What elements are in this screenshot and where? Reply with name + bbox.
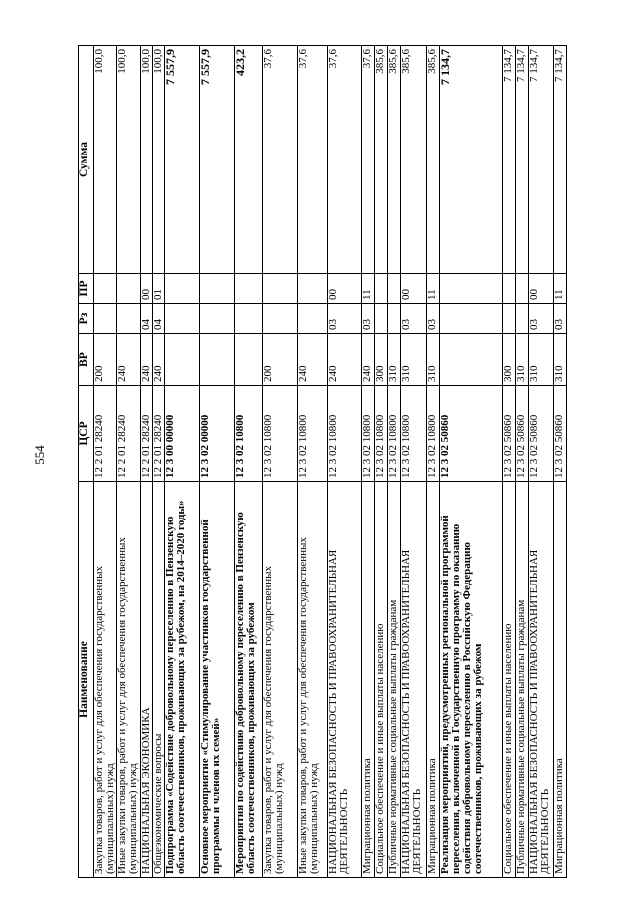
cell-vr: 310 bbox=[427, 334, 440, 386]
cell-csr: 12 3 02 10800 bbox=[401, 386, 427, 482]
cell-rz: 03 bbox=[427, 304, 440, 334]
header-csr: ЦСР bbox=[79, 386, 94, 482]
cell-vr bbox=[440, 334, 503, 386]
cell-vr: 200 bbox=[94, 334, 117, 386]
cell-name: Миграционная политика bbox=[427, 482, 440, 878]
cell-pr bbox=[235, 274, 263, 304]
cell-rz bbox=[200, 304, 235, 334]
cell-sum: 37,6 bbox=[362, 46, 375, 274]
cell-name: Миграционная политика bbox=[362, 482, 375, 878]
cell-vr: 310 bbox=[529, 334, 554, 386]
cell-rz: 04 bbox=[141, 304, 153, 334]
cell-csr: 12 3 02 10800 bbox=[362, 386, 375, 482]
table-row bbox=[263, 46, 298, 878]
cell-csr: 12 3 00 00000 bbox=[165, 386, 200, 482]
cell-name: Иные закупки товаров, работ и услуг для обеспечения государственных (муниципальных) нужд bbox=[117, 482, 141, 878]
cell-sum: 100,0 bbox=[141, 46, 153, 274]
cell-rz: 03 bbox=[529, 304, 554, 334]
cell-csr: 12 3 02 10800 bbox=[235, 386, 263, 482]
table-row bbox=[516, 46, 529, 878]
cell-pr: 00 bbox=[141, 274, 153, 304]
cell-pr: 00 bbox=[328, 274, 362, 304]
cell-sum: 423,2 bbox=[235, 46, 263, 274]
table-row bbox=[117, 46, 141, 878]
cell-rz bbox=[235, 304, 263, 334]
cell-name: Публичные нормативные социальные выплаты гражданам bbox=[388, 482, 401, 878]
cell-sum: 100,0 bbox=[153, 46, 165, 274]
cell-vr: 240 bbox=[141, 334, 153, 386]
table-row bbox=[94, 46, 117, 878]
cell-vr: 240 bbox=[328, 334, 362, 386]
header-vr: ВР bbox=[79, 334, 94, 386]
cell-pr bbox=[94, 274, 117, 304]
header-name: Наименование bbox=[79, 482, 94, 878]
table-row bbox=[362, 46, 375, 878]
cell-pr: 11 bbox=[427, 274, 440, 304]
cell-rz bbox=[94, 304, 117, 334]
cell-sum: 7 557,9 bbox=[200, 46, 235, 274]
cell-pr bbox=[388, 274, 401, 304]
cell-name: Реализация мероприятий, предусмотренных региональной программой переселения, включенной в Государственную программу по оказанию содействия добровольному переселению в Российскую Федерацию соотечественников, проживающих за рубежом bbox=[440, 482, 503, 878]
cell-csr: 12 3 02 10800 bbox=[427, 386, 440, 482]
cell-sum: 7 134,7 bbox=[554, 46, 567, 274]
cell-name: Основное мероприятие «Стимулирование участников государственной программы и членов их семей» bbox=[200, 482, 235, 878]
cell-pr: 00 bbox=[529, 274, 554, 304]
cell-csr: 12 2 01 28240 bbox=[141, 386, 153, 482]
table-row bbox=[165, 46, 200, 878]
table-body bbox=[94, 46, 567, 878]
cell-pr bbox=[200, 274, 235, 304]
cell-csr: 12 3 02 00000 bbox=[200, 386, 235, 482]
table-row bbox=[503, 46, 516, 878]
cell-csr: 12 3 02 50860 bbox=[516, 386, 529, 482]
cell-pr: 11 bbox=[362, 274, 375, 304]
cell-rz bbox=[263, 304, 298, 334]
table-row bbox=[375, 46, 388, 878]
cell-pr bbox=[503, 274, 516, 304]
cell-sum: 100,0 bbox=[117, 46, 141, 274]
cell-vr: 310 bbox=[554, 334, 567, 386]
cell-csr: 12 3 02 50860 bbox=[554, 386, 567, 482]
table-row bbox=[529, 46, 554, 878]
cell-name: НАЦИОНАЛЬНАЯ БЕЗОПАСНОСТЬ И ПРАВООХРАНИТЕЛЬНАЯ ДЕЯТЕЛЬНОСТЬ bbox=[529, 482, 554, 878]
cell-csr: 12 3 02 10800 bbox=[263, 386, 298, 482]
cell-sum: 385,6 bbox=[427, 46, 440, 274]
cell-name: НАЦИОНАЛЬНАЯ БЕЗОПАСНОСТЬ И ПРАВООХРАНИТЕЛЬНАЯ ДЕЯТЕЛЬНОСТЬ bbox=[401, 482, 427, 878]
cell-csr: 12 2 01 28240 bbox=[94, 386, 117, 482]
cell-rz bbox=[165, 304, 200, 334]
table-row bbox=[440, 46, 503, 878]
cell-vr: 240 bbox=[362, 334, 375, 386]
cell-csr: 12 3 02 50860 bbox=[440, 386, 503, 482]
table-header-row bbox=[79, 46, 94, 878]
cell-sum: 7 134,7 bbox=[503, 46, 516, 274]
cell-sum: 7 557,9 bbox=[165, 46, 200, 274]
cell-rz bbox=[117, 304, 141, 334]
cell-sum: 37,6 bbox=[328, 46, 362, 274]
cell-name: НАЦИОНАЛЬНАЯ БЕЗОПАСНОСТЬ И ПРАВООХРАНИТЕЛЬНАЯ ДЕЯТЕЛЬНОСТЬ bbox=[328, 482, 362, 878]
table-row bbox=[153, 46, 165, 878]
table-row bbox=[200, 46, 235, 878]
cell-rz bbox=[440, 304, 503, 334]
cell-name: Социальное обеспечение и иные выплаты населению bbox=[375, 482, 388, 878]
cell-csr: 12 2 01 28240 bbox=[117, 386, 141, 482]
budget-table bbox=[78, 45, 567, 878]
cell-pr bbox=[263, 274, 298, 304]
cell-sum: 385,6 bbox=[388, 46, 401, 274]
cell-sum: 7 134,7 bbox=[529, 46, 554, 274]
cell-csr: 12 3 02 10800 bbox=[298, 386, 328, 482]
cell-name: Публичные нормативные социальные выплаты гражданам bbox=[516, 482, 529, 878]
table-row bbox=[141, 46, 153, 878]
cell-pr: 11 bbox=[554, 274, 567, 304]
cell-vr: 310 bbox=[401, 334, 427, 386]
cell-sum: 7 134,7 bbox=[440, 46, 503, 274]
cell-name: Миграционная политика bbox=[554, 482, 567, 878]
cell-vr bbox=[235, 334, 263, 386]
cell-pr: 01 bbox=[153, 274, 165, 304]
cell-pr: 00 bbox=[401, 274, 427, 304]
cell-rz bbox=[503, 304, 516, 334]
cell-name: Социальное обеспечение и иные выплаты населению bbox=[503, 482, 516, 878]
cell-rz: 04 bbox=[153, 304, 165, 334]
table-row bbox=[427, 46, 440, 878]
table-row bbox=[298, 46, 328, 878]
cell-name: Мероприятия по содействию добровольному переселению в Пензенскую область соотечественников, проживающих за рубежом bbox=[235, 482, 263, 878]
cell-rz bbox=[375, 304, 388, 334]
table-row bbox=[388, 46, 401, 878]
cell-rz: 03 bbox=[401, 304, 427, 334]
cell-csr: 12 3 02 10800 bbox=[328, 386, 362, 482]
cell-pr bbox=[375, 274, 388, 304]
cell-vr bbox=[165, 334, 200, 386]
cell-pr bbox=[440, 274, 503, 304]
cell-vr: 310 bbox=[388, 334, 401, 386]
cell-sum: 385,6 bbox=[401, 46, 427, 274]
cell-csr: 12 3 02 10800 bbox=[375, 386, 388, 482]
cell-rz: 03 bbox=[362, 304, 375, 334]
cell-rz: 03 bbox=[328, 304, 362, 334]
cell-name: Закупка товаров, работ и услуг для обеспечения государственных (муниципальных) нужд bbox=[94, 482, 117, 878]
cell-pr bbox=[117, 274, 141, 304]
header-sum: Сумма bbox=[79, 46, 94, 274]
cell-rz bbox=[388, 304, 401, 334]
cell-rz: 03 bbox=[554, 304, 567, 334]
cell-pr bbox=[298, 274, 328, 304]
cell-name: Подпрограмма «Содействие добровольному переселению в Пензенскую область соотечественников, проживающих за рубежом, на 2014–2020 годы» bbox=[165, 482, 200, 878]
cell-pr bbox=[516, 274, 529, 304]
cell-vr: 300 bbox=[503, 334, 516, 386]
cell-sum: 385,6 bbox=[375, 46, 388, 274]
cell-vr: 240 bbox=[153, 334, 165, 386]
cell-vr bbox=[200, 334, 235, 386]
table-row bbox=[401, 46, 427, 878]
cell-sum: 7 134,7 bbox=[516, 46, 529, 274]
cell-csr: 12 3 02 50860 bbox=[529, 386, 554, 482]
cell-vr: 300 bbox=[375, 334, 388, 386]
cell-csr: 12 3 02 10800 bbox=[388, 386, 401, 482]
table-row bbox=[328, 46, 362, 878]
cell-name: Закупка товаров, работ и услуг для обеспечения государственных (муниципальных) нужд bbox=[263, 482, 298, 878]
cell-name: Иные закупки товаров, работ и услуг для обеспечения государственных (муниципальных) нужд bbox=[298, 482, 328, 878]
rotated-page-content bbox=[78, 46, 567, 878]
header-rz: Рз bbox=[79, 304, 94, 334]
cell-pr bbox=[165, 274, 200, 304]
cell-sum: 37,6 bbox=[263, 46, 298, 274]
cell-vr: 310 bbox=[516, 334, 529, 386]
cell-vr: 240 bbox=[298, 334, 328, 386]
cell-vr: 240 bbox=[117, 334, 141, 386]
cell-sum: 100,0 bbox=[94, 46, 117, 274]
cell-name: Общеэкономические вопросы bbox=[153, 482, 165, 878]
cell-name: НАЦИОНАЛЬНАЯ ЭКОНОМИКА bbox=[141, 482, 153, 878]
cell-vr: 200 bbox=[263, 334, 298, 386]
table-row bbox=[554, 46, 567, 878]
cell-rz bbox=[298, 304, 328, 334]
header-pr: ПР bbox=[79, 274, 94, 304]
cell-rz bbox=[516, 304, 529, 334]
table-row bbox=[235, 46, 263, 878]
cell-csr: 12 2 01 28240 bbox=[153, 386, 165, 482]
page-number: 554 bbox=[31, 445, 47, 465]
cell-csr: 12 3 02 50860 bbox=[503, 386, 516, 482]
cell-sum: 37,6 bbox=[298, 46, 328, 274]
